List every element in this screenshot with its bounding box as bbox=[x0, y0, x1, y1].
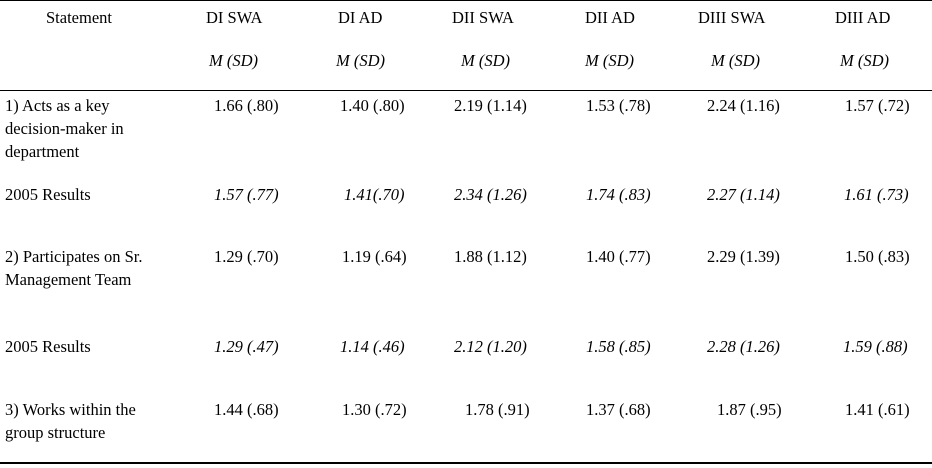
row-2-dii-swa: 2.34 (1.26) bbox=[454, 185, 527, 204]
row-2-statement: 2005 Results bbox=[5, 185, 91, 204]
row-2-di-ad: 1.41(.70) bbox=[344, 185, 405, 204]
row-4-dii-ad: 1.58 (.85) bbox=[586, 337, 651, 356]
row-3-di-ad: 1.19 (.64) bbox=[342, 247, 407, 266]
header-rule bbox=[0, 90, 932, 91]
row-1-diii-ad: 1.57 (.72) bbox=[845, 96, 910, 115]
header-di-swa: DI SWA bbox=[206, 8, 263, 27]
row-4-diii-swa: 2.28 (1.26) bbox=[707, 337, 780, 356]
row-5-diii-ad: 1.41 (.61) bbox=[845, 400, 910, 419]
row-1-statement: 1) Acts as a key decision-maker in department bbox=[5, 96, 124, 161]
header-dii-ad: DII AD bbox=[585, 8, 635, 27]
row-5-dii-swa: 1.78 (.91) bbox=[465, 400, 530, 419]
row-5-di-swa: 1.44 (.68) bbox=[214, 400, 279, 419]
row-3-diii-swa: 2.29 (1.39) bbox=[707, 247, 780, 266]
row-4-diii-ad: 1.59 (.88) bbox=[843, 337, 908, 356]
row-4-di-swa: 1.29 (.47) bbox=[214, 337, 279, 356]
table-top-rule bbox=[0, 0, 932, 1]
subheader-dii-ad: M (SD) bbox=[585, 51, 635, 70]
row-5-dii-ad: 1.37 (.68) bbox=[586, 400, 651, 419]
row-3-dii-swa: 1.88 (1.12) bbox=[454, 247, 527, 266]
row-3-dii-ad: 1.40 (.77) bbox=[586, 247, 651, 266]
row-4-statement: 2005 Results bbox=[5, 337, 91, 356]
row-5-diii-swa: 1.87 (.95) bbox=[717, 400, 782, 419]
subheader-di-swa: M (SD) bbox=[209, 51, 259, 70]
row-2-dii-ad: 1.74 (.83) bbox=[586, 185, 651, 204]
row-3-statement: 2) Participates on Sr. Management Team bbox=[5, 247, 143, 289]
row-5-statement: 3) Works within the group structure bbox=[5, 400, 136, 442]
header-dii-swa: DII SWA bbox=[452, 8, 514, 27]
row-4-di-ad: 1.14 (.46) bbox=[340, 337, 405, 356]
subheader-dii-swa: M (SD) bbox=[461, 51, 511, 70]
row-1-dii-swa: 2.19 (1.14) bbox=[454, 96, 527, 115]
row-4-dii-swa: 2.12 (1.20) bbox=[454, 337, 527, 356]
row-2-diii-swa: 2.27 (1.14) bbox=[707, 185, 780, 204]
subheader-diii-swa: M (SD) bbox=[711, 51, 761, 70]
row-1-dii-ad: 1.53 (.78) bbox=[586, 96, 651, 115]
row-2-diii-ad: 1.61 (.73) bbox=[844, 185, 909, 204]
subheader-di-ad: M (SD) bbox=[336, 51, 386, 70]
header-diii-swa: DIII SWA bbox=[698, 8, 766, 27]
row-2-di-swa: 1.57 (.77) bbox=[214, 185, 279, 204]
row-1-diii-swa: 2.24 (1.16) bbox=[707, 96, 780, 115]
header-diii-ad: DIII AD bbox=[835, 8, 891, 27]
subheader-diii-ad: M (SD) bbox=[840, 51, 890, 70]
row-3-diii-ad: 1.50 (.83) bbox=[845, 247, 910, 266]
header-di-ad: DI AD bbox=[338, 8, 383, 27]
row-3-di-swa: 1.29 (.70) bbox=[214, 247, 279, 266]
header-statement: Statement bbox=[46, 8, 112, 27]
row-1-di-ad: 1.40 (.80) bbox=[340, 96, 405, 115]
table-bottom-rule bbox=[0, 462, 932, 464]
row-1-di-swa: 1.66 (.80) bbox=[214, 96, 279, 115]
row-5-di-ad: 1.30 (.72) bbox=[342, 400, 407, 419]
